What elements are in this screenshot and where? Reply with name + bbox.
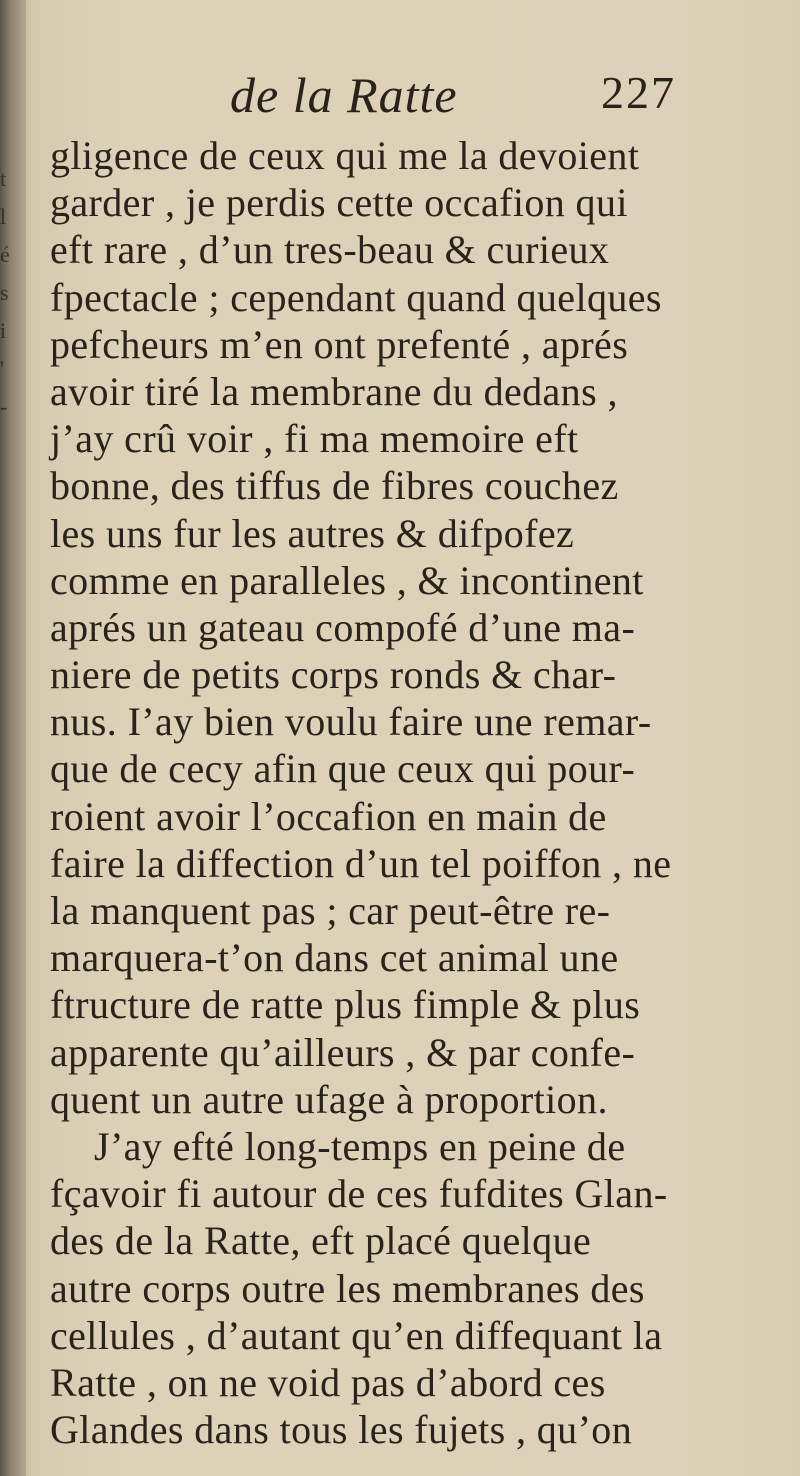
binding-gutter [0,0,26,1476]
text-line: eft rare , d’un tres-beau & curieux [50,227,610,273]
body-text [50,132,690,1453]
text-line: marquera-t’on dans cet animal une [50,935,619,981]
text-line: bonne, des tiffus de fibres couchez [50,463,619,509]
text-line: nus. I’ay bien voulu faire une remar- [50,699,652,745]
text-line: quent un autre ufage à proportion. [50,1076,608,1122]
text-line: pefcheurs m’en ont prefenté , aprés [50,321,629,367]
page-header [230,66,690,136]
text-line: niere de petits corps ronds & char- [50,652,617,698]
text-line: la manquent pas ; car peut-être re- [50,888,611,933]
text-line: garder , je perdis cette occafion qui [50,180,628,226]
text-line: que de cecy afin que ceux qui pour- [50,746,636,792]
gutter-mark: l [0,204,7,229]
gutter-mark: é [0,242,10,267]
paragraph-start-line: J’ay efté long-temps en peine de [94,1123,626,1169]
text-line: Ratte , on ne void pas d’abord ces [50,1359,606,1405]
gutter-show-through-marks [0,160,14,426]
gutter-mark: s [0,280,9,305]
text-line: ftructure de ratte plus fimple & plus [50,982,641,1028]
text-line: des de la Ratte, eft placé quelque [50,1218,592,1264]
text-line: apparente qu’ailleurs , & par confe- [50,1029,636,1075]
text-line: comme en paralleles , & incontinent [50,557,644,603]
text-line: les uns fur les autres & difpofez [50,510,575,556]
text-line: fpectacle ; cependant quand quelques [50,274,662,320]
running-title: de la Ratte [230,67,458,123]
text-line: gligence de ceux qui me la devoient [50,133,640,178]
text-line: aprés un gateau compofé d’une ma- [50,604,636,650]
text-line: cellules , d’autant qu’en diffequant la [50,1312,663,1358]
text-line: roient avoir l’occafion en main de [50,793,607,839]
gutter-mark: - [0,394,8,419]
text-line: avoir tiré la membrane du dedans , [50,368,618,414]
text-line: j’ay crû voir , fi ma memoire eft [50,416,579,462]
gutter-mark: t [0,166,7,191]
text-line: Glandes dans tous les fujets , qu’on [50,1407,633,1453]
gutter-mark: ' [0,356,4,381]
gutter-mark: i [0,318,7,343]
text-line: faire la diffection d’un tel poiffon , ne [50,840,672,886]
text-line: autre corps outre les membranes des [50,1265,645,1311]
page-number: 227 [601,67,676,118]
text-line: fçavoir fi autour de ces fufdites Glan- [50,1171,668,1217]
